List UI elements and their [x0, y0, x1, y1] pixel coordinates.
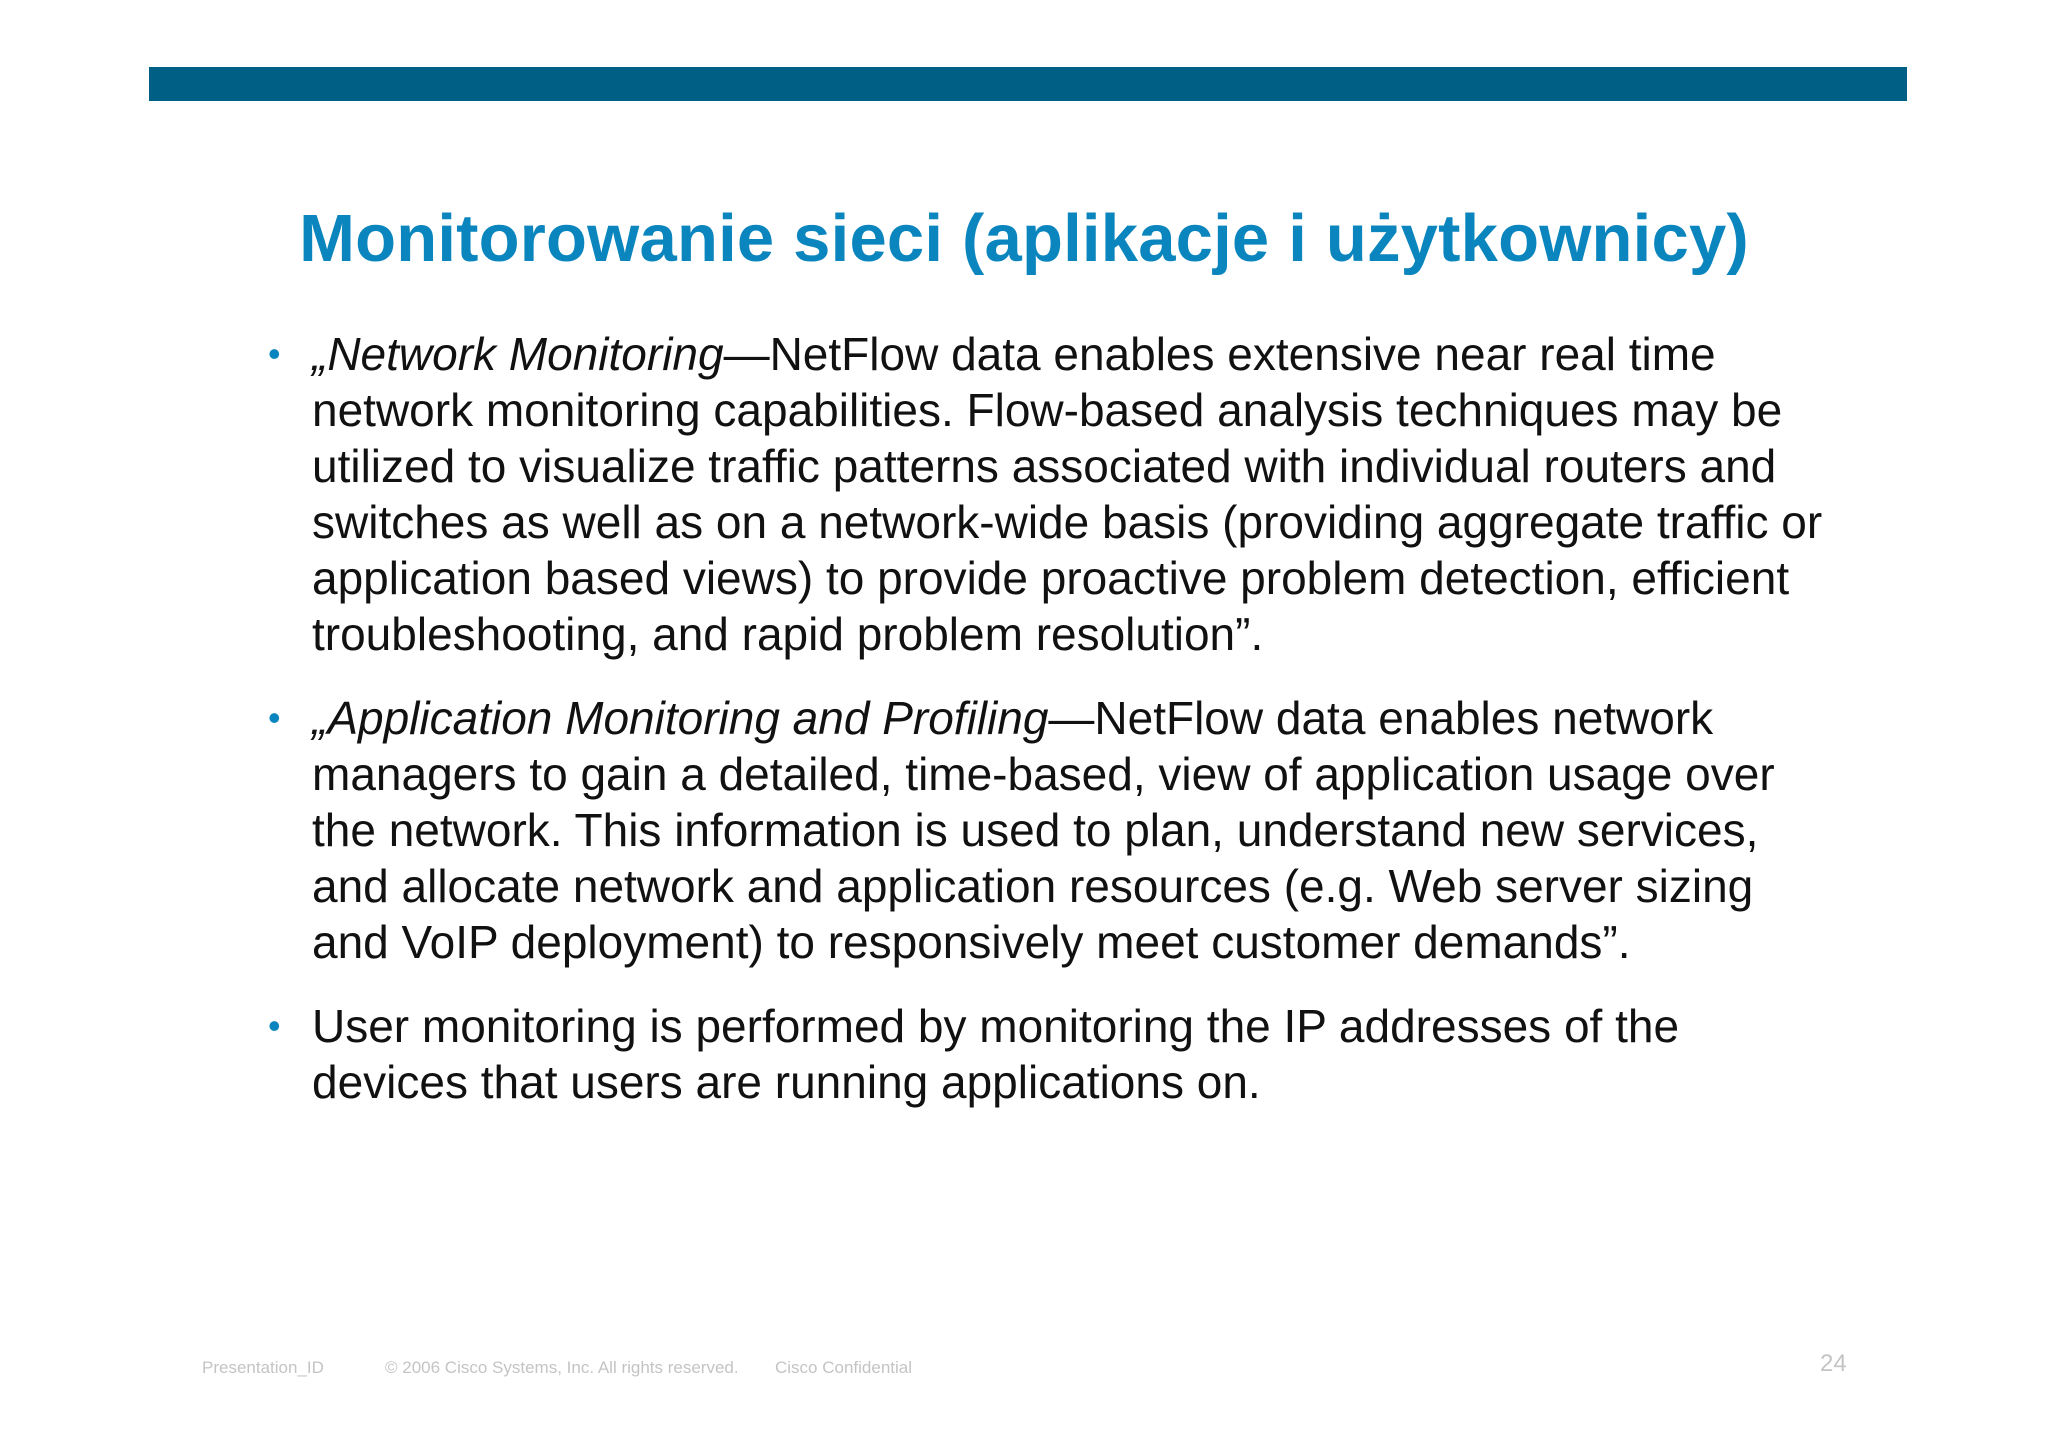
bullet-application-monitoring: [268, 690, 1828, 970]
footer-copyright: © 2006 Cisco Systems, Inc. All rights reserved.: [385, 1358, 739, 1377]
bullet-icon: •: [268, 1005, 281, 1046]
footer-presentation-id: Presentation_ID: [202, 1358, 324, 1377]
bullet-user-monitoring: [268, 998, 1828, 1110]
bullet-list: [268, 326, 1828, 1138]
bullet-icon: •: [268, 333, 281, 374]
bullet-text: User monitoring is performed by monitoring the IP addresses of the devices that users are running applications on.: [312, 1000, 1680, 1108]
bullet-network-monitoring: [268, 326, 1828, 662]
page-number: 24: [1820, 1350, 1847, 1377]
bullet-text: —NetFlow data enables extensive near real time network monitoring capabilities. Flow-based analysis techniques may be utilized to visualize traffic patterns associated with individual routers and switches as well as on a network-wide basis (providing aggregate traffic or application based views) to provide proactive problem detection, efficient troubleshooting, and rapid problem resolution”.: [312, 328, 1823, 660]
bullet-text: —NetFlow data enables network managers to gain a detailed, time-based, view of application usage over the network. This information is used to plan, understand new services, and allocate network and application resources (e.g. Web server sizing and VoIP deployment) to responsively meet customer demands”.: [312, 692, 1775, 968]
bullet-lead: „Application Monitoring and Profiling: [312, 692, 1049, 744]
slide-title: Monitorowanie sieci (aplikacje i użytkownicy): [299, 201, 1749, 276]
header-accent-bar: [149, 67, 1907, 101]
bullet-icon: •: [268, 697, 281, 738]
footer-confidential: Cisco Confidential: [775, 1358, 913, 1377]
bullet-lead: „Network Monitoring: [312, 328, 724, 380]
